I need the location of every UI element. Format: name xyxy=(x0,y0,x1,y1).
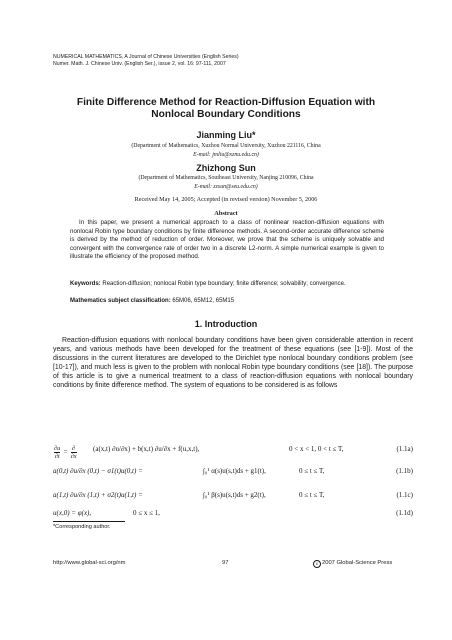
eq-1b-number: (1.1b) xyxy=(396,467,413,475)
eq-1c-rhs: ∫₀¹ β(s)u(s,t)ds + g2(t), xyxy=(203,491,266,499)
abstract-text: In this paper, we present a numerical approach to a class of nonlinear reaction-diffusion equations with nonlocal Robin type boundary conditions by finite difference methods. A second-order accurate difference scheme is derived by the method of reduction of order. Moreover, we prove that the scheme is uniquely solvable and convergent with the convergence rate of order two in a discrete L2-norm. A simple numerical example is given to illustrate the efficiency of the proposed method. xyxy=(70,219,384,261)
author-1-name: Jianming Liu* xyxy=(196,130,256,140)
author-2-name: Zhizhong Sun xyxy=(196,163,256,173)
journal-header xyxy=(53,54,413,68)
abstract-body xyxy=(70,219,384,262)
footnote: *Corresponding author. xyxy=(53,524,111,530)
paper-title xyxy=(40,97,412,121)
footnote-rule xyxy=(53,521,125,522)
eq-1b-lhs: a(0,t) ∂u/∂x (0,t) − σ1(t)u(0,t) = xyxy=(53,467,143,475)
keywords xyxy=(70,280,384,288)
eq-1a-number: (1.1a) xyxy=(396,445,413,453)
msc-codes: 65M06, 65M12, 65M15 xyxy=(172,298,235,304)
received-dates: Received May 14, 2005; Accepted (in revised version) November 5, 2006 xyxy=(134,196,318,203)
keywords-label: Keywords: xyxy=(70,281,101,287)
eq-1c-number: (1.1c) xyxy=(396,491,413,499)
eq-1b-rhs: ∫₀¹ α(s)u(s,t)ds + g1(t), xyxy=(203,467,266,475)
footer-copyright xyxy=(313,560,392,568)
eq-1a-rhs: (a(x,t) ∂u/∂x) + b(x,t) ∂u/∂x + f(u,x,t), xyxy=(93,445,200,453)
equation-1-1a: $\frac{\partial u}{\partial t}$ = $\frac{\partial}{\partial x}$ (a(x,t) ∂u/∂x) + b(x,t) ∂u/∂x + f(u,x,t), 0 < x < 1, 0 < t ≤ T, (1.1a) xyxy=(54,445,413,460)
title-line-2: Nonlocal Boundary Conditions xyxy=(151,109,301,120)
eq-1c-cond: 0 ≤ t ≤ T, xyxy=(299,491,325,499)
abstract-heading: Abstract xyxy=(214,210,238,217)
eq-1d-lhs: u(x,0) = φ(x), xyxy=(53,509,92,517)
copyright-text: 2007 Global-Science Press xyxy=(322,560,393,566)
copyright-icon: c xyxy=(313,560,321,568)
msc xyxy=(70,297,384,305)
title-line-1: Finite Difference Method for Reaction-Diffusion Equation with xyxy=(76,97,376,108)
author-2-email: E-mail: zzsun@seu.edu.cn) xyxy=(194,184,258,190)
author-2-affiliation: (Department of Mathematics, Southeast University, Nanjing 210096, China xyxy=(138,175,314,181)
equation-1-1c xyxy=(53,487,413,505)
eq-1d-cond: 0 ≤ x ≤ 1, xyxy=(133,509,160,517)
intro-text: Reaction-diffusion equations with nonlocal boundary conditions have been given considerable attention in recent years, and various methods have been developed for the treatment of these equations (see [1-9]). Most of the discussions in the current literatures are developed to the Dirichlet type nonlocal boundary conditions problem (see [10-17]), and much less is given to the problem with nonlocal Robin type boundary conditions (see [18]). The purpose of this article is to give a numerical treatment to a class of reaction-diffusion equations with nonlocal boundary conditions by finite difference method. The system of equations to be considered is as follows xyxy=(53,337,413,390)
eq-1a-cond: 0 < x < 1, 0 < t ≤ T, xyxy=(289,445,344,453)
eq-1c-lhs: a(1,t) ∂u/∂x (1,t) + σ2(t)u(1,t) = xyxy=(53,491,143,499)
eq-1b-cond: 0 ≤ t ≤ T, xyxy=(299,467,325,475)
msc-label: Mathematics subject classification: xyxy=(70,298,171,304)
author-1-affiliation: (Department of Mathematics, Xuzhou Normal University, Xuzhou 221116, China xyxy=(131,143,321,149)
eq-1d-number: (1.1d) xyxy=(396,509,413,517)
equation-1-1b xyxy=(53,463,413,481)
footer-page-number: 97 xyxy=(222,560,229,566)
section-heading: 1. Introduction xyxy=(194,319,258,329)
footer-url: http://www.global-sci.org/nm xyxy=(53,560,126,566)
author-1-email: E-mail: jmliu@xznu.edu.cn) xyxy=(193,152,259,158)
intro-paragraph xyxy=(53,336,413,390)
keywords-text: Reaction-diffusion; nonlocal Robin type boundary; finite difference; solvability; convergence. xyxy=(102,281,346,287)
journal-citation: Numer. Math. J. Chinese Univ. (English Ser.), issue 2, vol. 16: 97-111, 2007 xyxy=(53,60,226,67)
journal-name: NUMERICAL MATHEMATICS, A Journal of Chinese Universities (English Series) xyxy=(53,54,239,60)
